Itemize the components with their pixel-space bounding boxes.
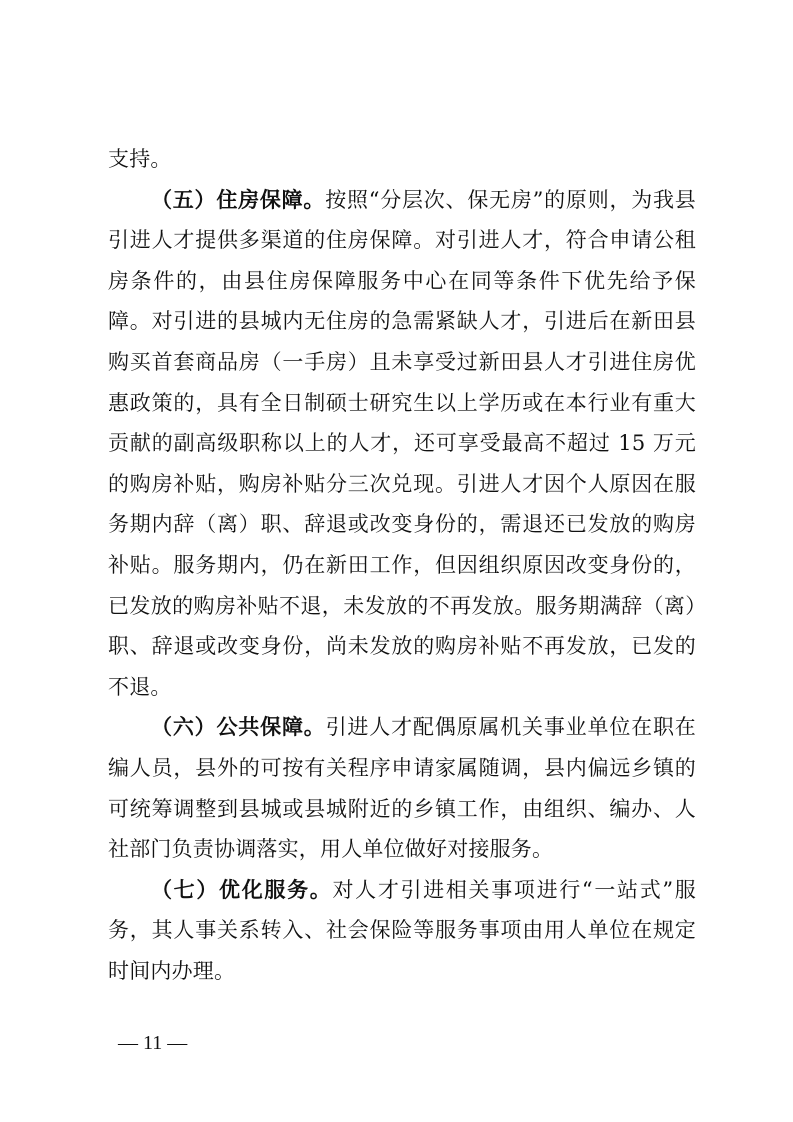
paragraph-service bbox=[108, 870, 696, 992]
paragraph-text: 引进人才配偶原属机关事业单位在职在编人员，县外的可按有关程序申请家属随调，县内偏远乡镇的可统筹调整到县城或县城附近的乡镇工作，由组织、编办、人社部门负责协调落实，用人单位做好对接服务。 bbox=[108, 715, 696, 862]
section-heading-housing: （五）住房保障。 bbox=[151, 187, 326, 212]
paragraph-housing bbox=[108, 180, 696, 708]
paragraph-public bbox=[108, 707, 696, 869]
section-heading-public: （六）公共保障。 bbox=[151, 715, 326, 740]
paragraph-text: 按照“分层次、保无房”的原则，为我县引进人才提供多渠道的住房保障。对引进人才，符合申请公租房条件的，由县住房保障服务中心在同等条件下优先给予保障。对引进的县城内无住房的急需紧缺人才，引进后在新田县购买首套商品房（一手房）且未享受过新田县人才引进住房优惠政策的，具有全日制硕士研究生以上学历或在本行业有重大贡献的副高级职称以上的人才，还可享受最高不超过 15 万元的购房补贴，购房补贴分三次兑现。引进人才因个人原因在服务期内辞（离）职、辞退或改变身份的，需退还已发放的购房补贴。服务期内，仍在新田工作，但因组织原因改变身份的，已发放的购房补贴不退，未发放的不再发放。服务期满辞（离）职、辞退或改变身份，尚未发放的购房补贴不再发放，已发的不退。 bbox=[108, 187, 696, 699]
paragraph-text: 对人才引进相关事项进行“一站式”服务，其人事关系转入、社会保险等服务事项由用人单位在规定时间内办理。 bbox=[108, 877, 697, 983]
paragraph-continuation bbox=[108, 139, 696, 180]
section-heading-service: （七）优化服务。 bbox=[151, 877, 333, 902]
paragraph-text: 支持。 bbox=[108, 147, 172, 171]
page-number: — 11 — bbox=[118, 1032, 188, 1054]
document-body bbox=[108, 139, 696, 991]
